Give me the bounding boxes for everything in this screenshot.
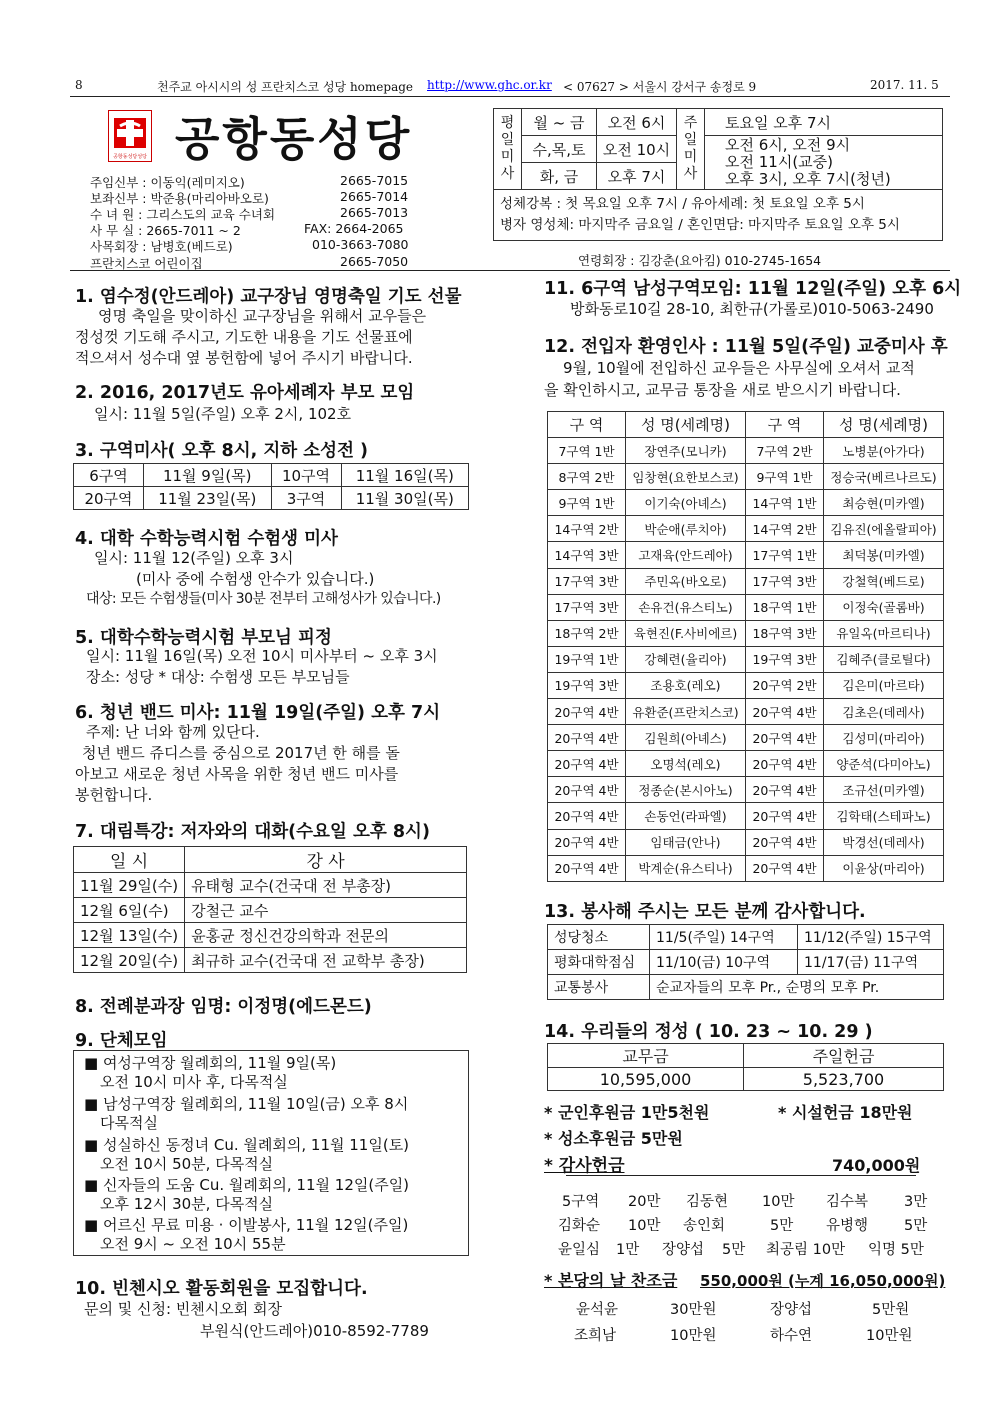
- s4-line: 대상: 모든 수험생들(미사 30분 전부터 고해성사가 있습니다.): [86, 591, 441, 607]
- text-cell: 강철근 교수: [185, 898, 467, 923]
- text-cell: 정종순(본시아노): [626, 777, 746, 803]
- text-cell: 18구역 3반: [746, 620, 824, 646]
- text-cell: 5만: [904, 1218, 928, 1234]
- text-cell: 11/5(주일) 14구역: [650, 925, 798, 950]
- mass-note-2: 병자 영성체: 마지막주 금요일 / 혼인면담: 마지막주 토요일 오후 5시: [500, 217, 900, 233]
- s1-title: 1. 염수정(안드레아) 교구장님 영명축일 기도 선물: [75, 287, 462, 307]
- offering-table: [547, 1043, 944, 1091]
- text-cell: 장양섭: [662, 1242, 705, 1258]
- text-cell: 김원희(아녜스): [626, 725, 746, 751]
- info-council: 사목회장 : 남병호(베드로): [90, 239, 233, 254]
- thanks-offering-label: * 감사헌금: [544, 1156, 625, 1176]
- info-convent: 수 녀 원 : 그리스도의 교육 수녀회: [90, 207, 276, 222]
- text-cell: 교무금: [548, 1044, 744, 1068]
- text-cell: 17구역 1반: [746, 542, 824, 568]
- text-cell: 김혜주(클로틸다): [824, 646, 944, 672]
- text-cell: 장양섭: [770, 1302, 813, 1318]
- text-cell: 11월 30일(목): [341, 487, 469, 510]
- newcomers-table: [547, 411, 944, 882]
- text-cell: 20구역 4반: [746, 725, 824, 751]
- text-cell: 최승현(미카엘): [824, 490, 944, 516]
- s8-title: 8. 전례분과장 임명: 이정명(에드몬드): [75, 997, 372, 1017]
- header-rule: [70, 96, 950, 97]
- info-kindergarten-phone: 2665-7050: [340, 254, 409, 269]
- text-cell: 9구역 1반: [548, 490, 626, 516]
- text-cell: 14구역 2반: [746, 516, 824, 542]
- text-cell: 최덕봉(미카엘): [824, 542, 944, 568]
- text-cell: 송인회: [683, 1218, 726, 1234]
- text-cell: 육현진(F.사비에르): [626, 620, 746, 646]
- text-cell: 11/10(금) 10구역: [650, 950, 798, 975]
- text-cell: ■ 남성구역장 월례회의, 11월 10일(금) 오후 8시: [84, 1095, 409, 1113]
- s5-line: 장소: 성당 * 대상: 수험생 모든 부모님들: [86, 668, 350, 686]
- text-cell: 19구역 1반: [548, 646, 626, 672]
- text-cell: 20구역 4반: [548, 803, 626, 829]
- info-assistant-phone: 2665-7014: [340, 189, 409, 204]
- text-cell: 9구역 1반: [746, 464, 824, 490]
- parish-day-value: 550,000원 (누계 16,050,000원): [700, 1272, 946, 1290]
- text-cell: 20구역 4반: [548, 751, 626, 777]
- weekday-day: 월 ~ 금: [522, 109, 597, 136]
- s6-line: 주제: 난 너와 함께 있단다.: [86, 723, 260, 741]
- text-cell: 김은미(마르타): [824, 672, 944, 698]
- header-org: 천주교 아시시의 성 프란치스코 성당 homepage: [157, 80, 414, 94]
- text-cell: 12월 20일(수): [74, 948, 185, 973]
- text-cell: 20구역 4반: [548, 699, 626, 725]
- text-cell: 20구역 2반: [746, 672, 824, 698]
- text-cell: 11월 23일(목): [144, 487, 272, 510]
- text-cell: 노병분(아가다): [824, 438, 944, 464]
- text-cell: 유태형 교수(건국대 전 부총장): [185, 873, 467, 898]
- vocation-donation: * 성소후원금 5만원: [544, 1129, 683, 1148]
- text-cell: 윤일심: [558, 1242, 601, 1258]
- text-cell: 14구역 3반: [548, 542, 626, 568]
- text-cell: 오명석(레오): [626, 751, 746, 777]
- text-cell: 임태금(안나): [626, 829, 746, 855]
- logo-text: 공항동성당성당: [113, 154, 147, 160]
- s4-title: 4. 대학 수학능력시험 수험생 미사: [75, 529, 338, 549]
- text-cell: 임창현(요한보스코): [626, 464, 746, 490]
- s10-line: 문의 및 신청: 빈첸시오회 회장: [84, 1300, 283, 1318]
- text-cell: 평화대학점심: [548, 950, 650, 975]
- text-cell: 박계순(유스티나): [626, 855, 746, 881]
- sunday-time: 오후 3시, 오후 7시(청년): [725, 170, 891, 188]
- text-cell: 12월 13일(수): [74, 923, 185, 948]
- s4-line: (미사 중에 수험생 안수가 있습니다.): [136, 570, 375, 588]
- text-cell: 17구역 3반: [548, 568, 626, 594]
- text-cell: 5,523,700: [744, 1068, 944, 1091]
- text-cell: 익명 5만: [868, 1242, 924, 1258]
- parish-day-label: * 본당의 날 찬조금: [544, 1271, 678, 1290]
- text-cell: 20구역 4반: [548, 777, 626, 803]
- info-pastor: 주임신부 : 이동익(레미지오): [90, 175, 245, 190]
- text-cell: 12월 6일(수): [74, 898, 185, 923]
- text-cell: 20구역 4반: [746, 777, 824, 803]
- s12-line: 9월, 10월에 전입하신 교우들은 사무실에 오셔서 교적: [563, 359, 915, 377]
- s6-line: 아보고 새로운 청년 사목을 위한 청년 밴드 미사를: [75, 765, 399, 783]
- s14-title: 14. 우리들의 정성 ( 10. 23 ~ 10. 29 ): [544, 1022, 873, 1042]
- s6-title: 6. 청년 밴드 미사: 11월 19일(주일) 오후 7시: [75, 703, 441, 723]
- info-kindergarten: 프란치스코 어린이집: [90, 256, 203, 271]
- text-cell: 유병행: [826, 1218, 869, 1234]
- text-cell: 17구역 3반: [548, 594, 626, 620]
- text-cell: 오전 9시 ~ 오전 10시 55분: [100, 1235, 286, 1253]
- text-cell: 20구역 4반: [746, 803, 824, 829]
- s5-title: 5. 대학수학능력시험 부모님 피정: [75, 628, 332, 648]
- text-cell: 18구역 2반: [548, 620, 626, 646]
- header-date: 2017. 11. 5: [870, 78, 939, 92]
- s2-line: 일시: 11월 5일(주일) 오후 2시, 102호: [94, 405, 352, 423]
- text-cell: 구 역: [746, 412, 824, 438]
- text-cell: 18구역 1반: [746, 594, 824, 620]
- weekday-time: 오전 10시: [597, 136, 677, 163]
- text-cell: 19구역 3반: [746, 646, 824, 672]
- district-mass-table: [73, 463, 469, 510]
- text-cell: 일 시: [74, 847, 185, 873]
- text-cell: 14구역 2반: [548, 516, 626, 542]
- text-cell: 1만: [616, 1242, 640, 1258]
- text-cell: 11/17(금) 11구역: [798, 950, 944, 975]
- text-cell: 10구역: [271, 464, 341, 487]
- text-cell: 이기숙(아녜스): [626, 490, 746, 516]
- text-cell: 14구역 1반: [746, 490, 824, 516]
- text-cell: 10만원: [670, 1328, 717, 1344]
- text-cell: 김유진(에올랄피아): [824, 516, 944, 542]
- info-council-phone: 010-3663-7080: [312, 237, 409, 252]
- info-assistant: 보좌신부 : 박준용(마리아바오로): [90, 191, 269, 206]
- text-cell: 성 명(세례명): [626, 412, 746, 438]
- text-cell: 10만원: [866, 1328, 913, 1344]
- text-cell: 성 명(세례명): [824, 412, 944, 438]
- s12-title: 12. 전입자 환영인사 : 11월 5일(주일) 교중미사 후: [544, 337, 948, 357]
- yeonhap-contact: 연령회장 : 김강춘(요아킴) 010-2745-1654: [578, 253, 822, 268]
- text-cell: 최공림 10만: [766, 1242, 846, 1258]
- sunday-label: 주일미사: [677, 109, 705, 190]
- text-cell: 11월 9일(목): [144, 464, 272, 487]
- info-convent-phone: 2665-7013: [340, 205, 409, 220]
- header-address: < 07627 > 서울시 강서구 송정로 9: [563, 80, 757, 94]
- text-cell: 10만: [762, 1194, 795, 1210]
- text-cell: 20구역 4반: [548, 725, 626, 751]
- text-cell: 5구역: [562, 1194, 600, 1210]
- divider-rule: [70, 270, 950, 271]
- text-cell: 20구역: [74, 487, 144, 510]
- s11-title: 11. 6구역 남성구역모임: 11월 12일(주일) 오후 6시: [544, 279, 962, 299]
- mass-schedule-table: [493, 108, 943, 241]
- text-cell: 윤홍균 정신건강의학과 전문의: [185, 923, 467, 948]
- s10-line: 부원식(안드레아)010-8592-7789: [200, 1322, 429, 1340]
- military-donation: * 군인후원금 1만5천원: [544, 1103, 710, 1122]
- sunday-sat: 토요일 오후 7시: [705, 109, 943, 136]
- text-cell: 6구역: [74, 464, 144, 487]
- text-cell: 19구역 3반: [548, 672, 626, 698]
- s2-title: 2. 2016, 2017년도 유아세례자 부모 모임: [75, 383, 415, 403]
- text-cell: 오후 12시 30분, 다목적실: [100, 1195, 274, 1213]
- text-cell: 17구역 3반: [746, 568, 824, 594]
- text-cell: 성당청소: [548, 925, 650, 950]
- weekday-time: 오후 7시: [597, 163, 677, 190]
- text-cell: 다목적실: [100, 1114, 158, 1132]
- s12-line: 을 확인하시고, 교무금 통장을 새로 받으시기 바랍니다.: [544, 381, 901, 399]
- text-cell: 11월 29일(수): [74, 873, 185, 898]
- text-cell: 5만: [770, 1218, 794, 1234]
- text-cell: 유일옥(마르티나): [824, 620, 944, 646]
- s11-line: 방화동로10길 28-10, 최한규(가롤로)010-5063-2490: [570, 300, 934, 318]
- page-number: 8: [75, 78, 83, 92]
- weekday-day: 화, 금: [522, 163, 597, 190]
- info-fax: FAX: 2664-2065: [304, 221, 404, 236]
- s10-title: 10. 빈첸시오 활동회원을 모집합니다.: [75, 1279, 368, 1299]
- thanks-offering-value: 740,000원: [832, 1156, 921, 1175]
- text-cell: 윤석윤: [576, 1302, 619, 1318]
- text-cell: 정승국(베르나르도): [824, 464, 944, 490]
- s9-title: 9. 단체모임: [75, 1031, 168, 1051]
- text-cell: 이정숙(골롬바): [824, 594, 944, 620]
- text-cell: 이윤상(마리아): [824, 855, 944, 881]
- text-cell: 30만원: [670, 1302, 717, 1318]
- mass-note-1: 성체강복 : 첫 목요일 오후 7시 / 유아세례: 첫 토요일 오후 5시: [500, 196, 865, 212]
- text-cell: 10만: [628, 1218, 661, 1234]
- facility-donation: * 시설헌금 18만원: [778, 1103, 913, 1122]
- text-cell: 김초은(데레사): [824, 699, 944, 725]
- text-cell: 7구역 2반: [746, 438, 824, 464]
- weekday-time: 오전 6시: [597, 109, 677, 136]
- text-cell: 장연주(모니카): [626, 438, 746, 464]
- text-cell: 손유건(유스티노): [626, 594, 746, 620]
- s1-line: 영명 축일을 맞이하신 교구장님을 위해서 교우들은: [98, 307, 427, 325]
- text-cell: 교통봉사: [548, 975, 650, 1000]
- text-cell: 20만: [628, 1194, 661, 1210]
- text-cell: 양준석(다미아노): [824, 751, 944, 777]
- text-cell: 3구역: [271, 487, 341, 510]
- text-cell: 5만: [722, 1242, 746, 1258]
- text-cell: 강철혁(베드로): [824, 568, 944, 594]
- text-cell: 하수연: [770, 1328, 813, 1344]
- text-cell: ■ 성실하신 동정녀 Cu. 월례회의, 11월 11일(토): [84, 1136, 410, 1154]
- text-cell: 11/12(주일) 15구역: [798, 925, 944, 950]
- text-cell: 5만원: [872, 1302, 910, 1318]
- weekday-day: 수,목,토: [522, 136, 597, 163]
- text-cell: 조용호(레오): [626, 672, 746, 698]
- text-cell: 김수복: [826, 1194, 869, 1210]
- info-office: 사 무 실 : 2665-7011 ~ 2: [90, 223, 241, 238]
- text-cell: 구 역: [548, 412, 626, 438]
- text-cell: 8구역 2반: [548, 464, 626, 490]
- text-cell: 김동현: [686, 1194, 729, 1210]
- thanks-underline: [566, 1175, 916, 1176]
- text-cell: 20구역 4반: [548, 829, 626, 855]
- sunday-time: 오전 6시, 오전 9시: [725, 136, 851, 154]
- text-cell: 김성미(마리아): [824, 725, 944, 751]
- text-cell: 7구역 1반: [548, 438, 626, 464]
- s7-title: 7. 대림특강: 저자와의 대화(수요일 오후 8시): [75, 822, 430, 842]
- text-cell: ■ 여성구역장 월례회의, 11월 9일(목): [84, 1054, 337, 1072]
- text-cell: 20구역 4반: [548, 855, 626, 881]
- church-title: 공항동성당: [175, 112, 413, 166]
- volunteer-table: [547, 924, 944, 1000]
- text-cell: 3만: [904, 1194, 928, 1210]
- homepage-link[interactable]: http://www.ghc.or.kr: [427, 78, 552, 92]
- text-cell: 김학태(스테파노): [824, 803, 944, 829]
- s5-line: 일시: 11월 16일(목) 오전 10시 미사부터 ~ 오후 3시: [86, 647, 438, 665]
- text-cell: ■ 어르신 무료 미용 · 이발봉사, 11월 12일(주일): [84, 1216, 409, 1234]
- text-cell: 오전 10시 미사 후, 다목적실: [100, 1073, 288, 1091]
- s1-line: 적으셔서 성수대 옆 봉헌함에 넣어 주시기 바랍니다.: [75, 349, 413, 367]
- church-logo-icon: [108, 110, 152, 162]
- text-cell: 주민옥(바오로): [626, 568, 746, 594]
- text-cell: 손동언(라파엘): [626, 803, 746, 829]
- lecture-table: [73, 846, 467, 973]
- text-cell: 주일헌금: [744, 1044, 944, 1068]
- info-pastor-phone: 2665-7015: [340, 173, 409, 188]
- text-cell: 20구역 4반: [746, 829, 824, 855]
- text-cell: 유환준(프란치스코): [626, 699, 746, 725]
- text-cell: 박경선(데레사): [824, 829, 944, 855]
- text-cell: 김화순: [558, 1218, 601, 1234]
- text-cell: 20구역 4반: [746, 699, 824, 725]
- text-cell: 고재육(안드레아): [626, 542, 746, 568]
- text-cell: 박순애(루치아): [626, 516, 746, 542]
- s1-line: 정성껏 기도해 주시고, 기도한 내용을 기도 선물표에: [75, 328, 413, 346]
- text-cell: 20구역 4반: [746, 751, 824, 777]
- text-cell: 최규하 교수(건국대 전 교학부 총장): [185, 948, 467, 973]
- s13-title: 13. 봉사해 주시는 모든 분께 감사합니다.: [544, 902, 866, 922]
- text-cell: 강혜련(율리아): [626, 646, 746, 672]
- text-cell: 조규선(미카엘): [824, 777, 944, 803]
- text-cell: 20구역 4반: [746, 855, 824, 881]
- s4-line: 일시: 11월 12(주일) 오후 3시: [94, 549, 294, 567]
- text-cell: 10,595,000: [548, 1068, 744, 1091]
- text-cell: 조희남: [574, 1328, 617, 1344]
- sunday-time: 오전 11시(교중): [725, 153, 834, 171]
- s3-title: 3. 구역미사( 오후 8시, 지하 소성전 ): [75, 441, 369, 461]
- s6-line: 청년 밴드 쥬디스를 중심으로 2017년 한 해를 돌: [82, 744, 400, 762]
- text-cell: 11월 16일(목): [341, 464, 469, 487]
- text-cell: ■ 신자들의 도움 Cu. 월례회의, 11월 12일(주일): [84, 1176, 410, 1194]
- text-cell: 오전 10시 50분, 다목적실: [100, 1155, 274, 1173]
- weekday-label: 평일미사: [494, 109, 522, 190]
- s6-line: 봉헌합니다.: [75, 786, 153, 804]
- text-cell: 강 사: [185, 847, 467, 873]
- text-cell: 순교자들의 모후 Pr., 순명의 모후 Pr.: [650, 975, 944, 1000]
